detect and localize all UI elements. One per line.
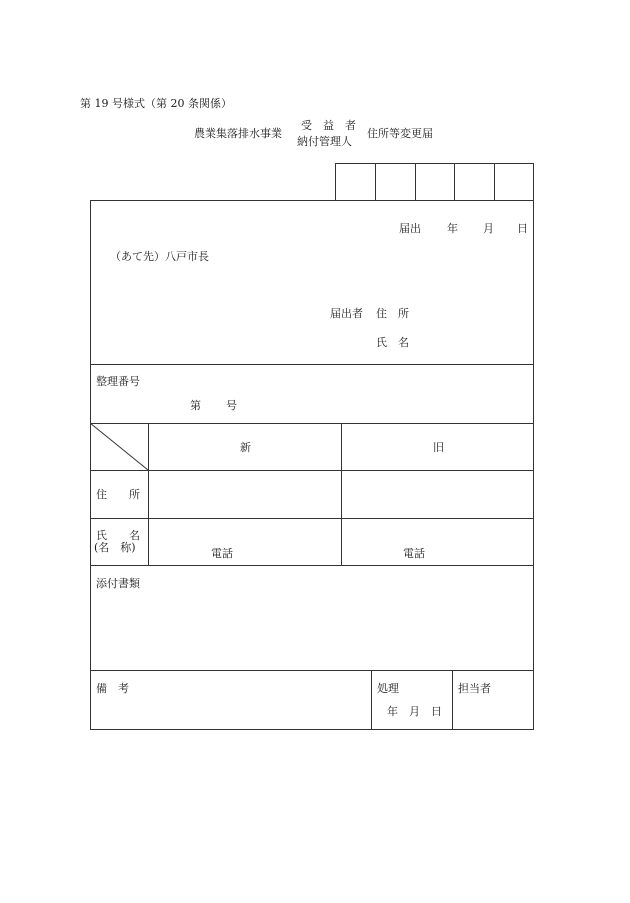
addressee: （あて先）八戸市長: [110, 250, 209, 263]
processing-date: 年 月 日: [387, 705, 442, 718]
divider: [90, 518, 534, 519]
box-divider: [494, 163, 495, 200]
divider: [90, 670, 534, 671]
old-column-header: 旧: [433, 441, 444, 454]
remarks-label: 備 考: [96, 682, 129, 695]
divider: [90, 364, 534, 365]
header-diagonal-line: [90, 423, 150, 471]
table-right-border: [533, 163, 534, 730]
registry-label: 整理番号: [96, 375, 140, 388]
applicant-name-label: 氏 名: [376, 336, 409, 349]
box-row-top-border: [335, 163, 534, 164]
phone-old-label: 電話: [403, 547, 425, 560]
processing-label: 処理: [377, 682, 399, 695]
table-bottom-border: [90, 729, 534, 730]
new-column-header: 新: [240, 441, 251, 454]
title-suffix: 住所等変更届: [367, 127, 433, 140]
registry-suffix: 号: [226, 399, 237, 412]
box-divider: [454, 163, 455, 200]
box-divider: [375, 163, 376, 200]
form-number: 第 19 号様式（第 20 条関係）: [80, 97, 232, 110]
column-divider: [148, 423, 149, 565]
date-label: 届出: [399, 222, 421, 235]
name-row-label-top: 氏 名: [96, 529, 140, 542]
column-divider: [371, 670, 372, 730]
title-alt-top: 受 益 者: [301, 119, 356, 132]
staff-label: 担当者: [458, 682, 491, 695]
title-prefix: 農業集落排水事業: [194, 127, 282, 140]
applicant-label: 届出者: [330, 307, 363, 320]
column-divider: [341, 423, 342, 565]
column-divider: [452, 670, 453, 730]
box-divider: [335, 163, 336, 200]
phone-new-label: 電話: [211, 547, 233, 560]
date-month: 月: [483, 222, 494, 235]
divider: [90, 423, 534, 424]
title-alt-bottom: 納付管理人: [297, 135, 352, 148]
divider: [90, 470, 534, 471]
box-divider: [415, 163, 416, 200]
date-year: 年: [447, 222, 458, 235]
divider: [90, 565, 534, 566]
attachments-label: 添付書類: [96, 577, 140, 590]
applicant-address-label: 住 所: [376, 307, 409, 320]
address-row-label: 住 所: [96, 488, 140, 501]
table-top-border: [90, 200, 534, 201]
name-row-label-bottom: (名 称): [94, 541, 136, 554]
date-day: 日: [517, 222, 528, 235]
registry-prefix: 第: [190, 399, 201, 412]
